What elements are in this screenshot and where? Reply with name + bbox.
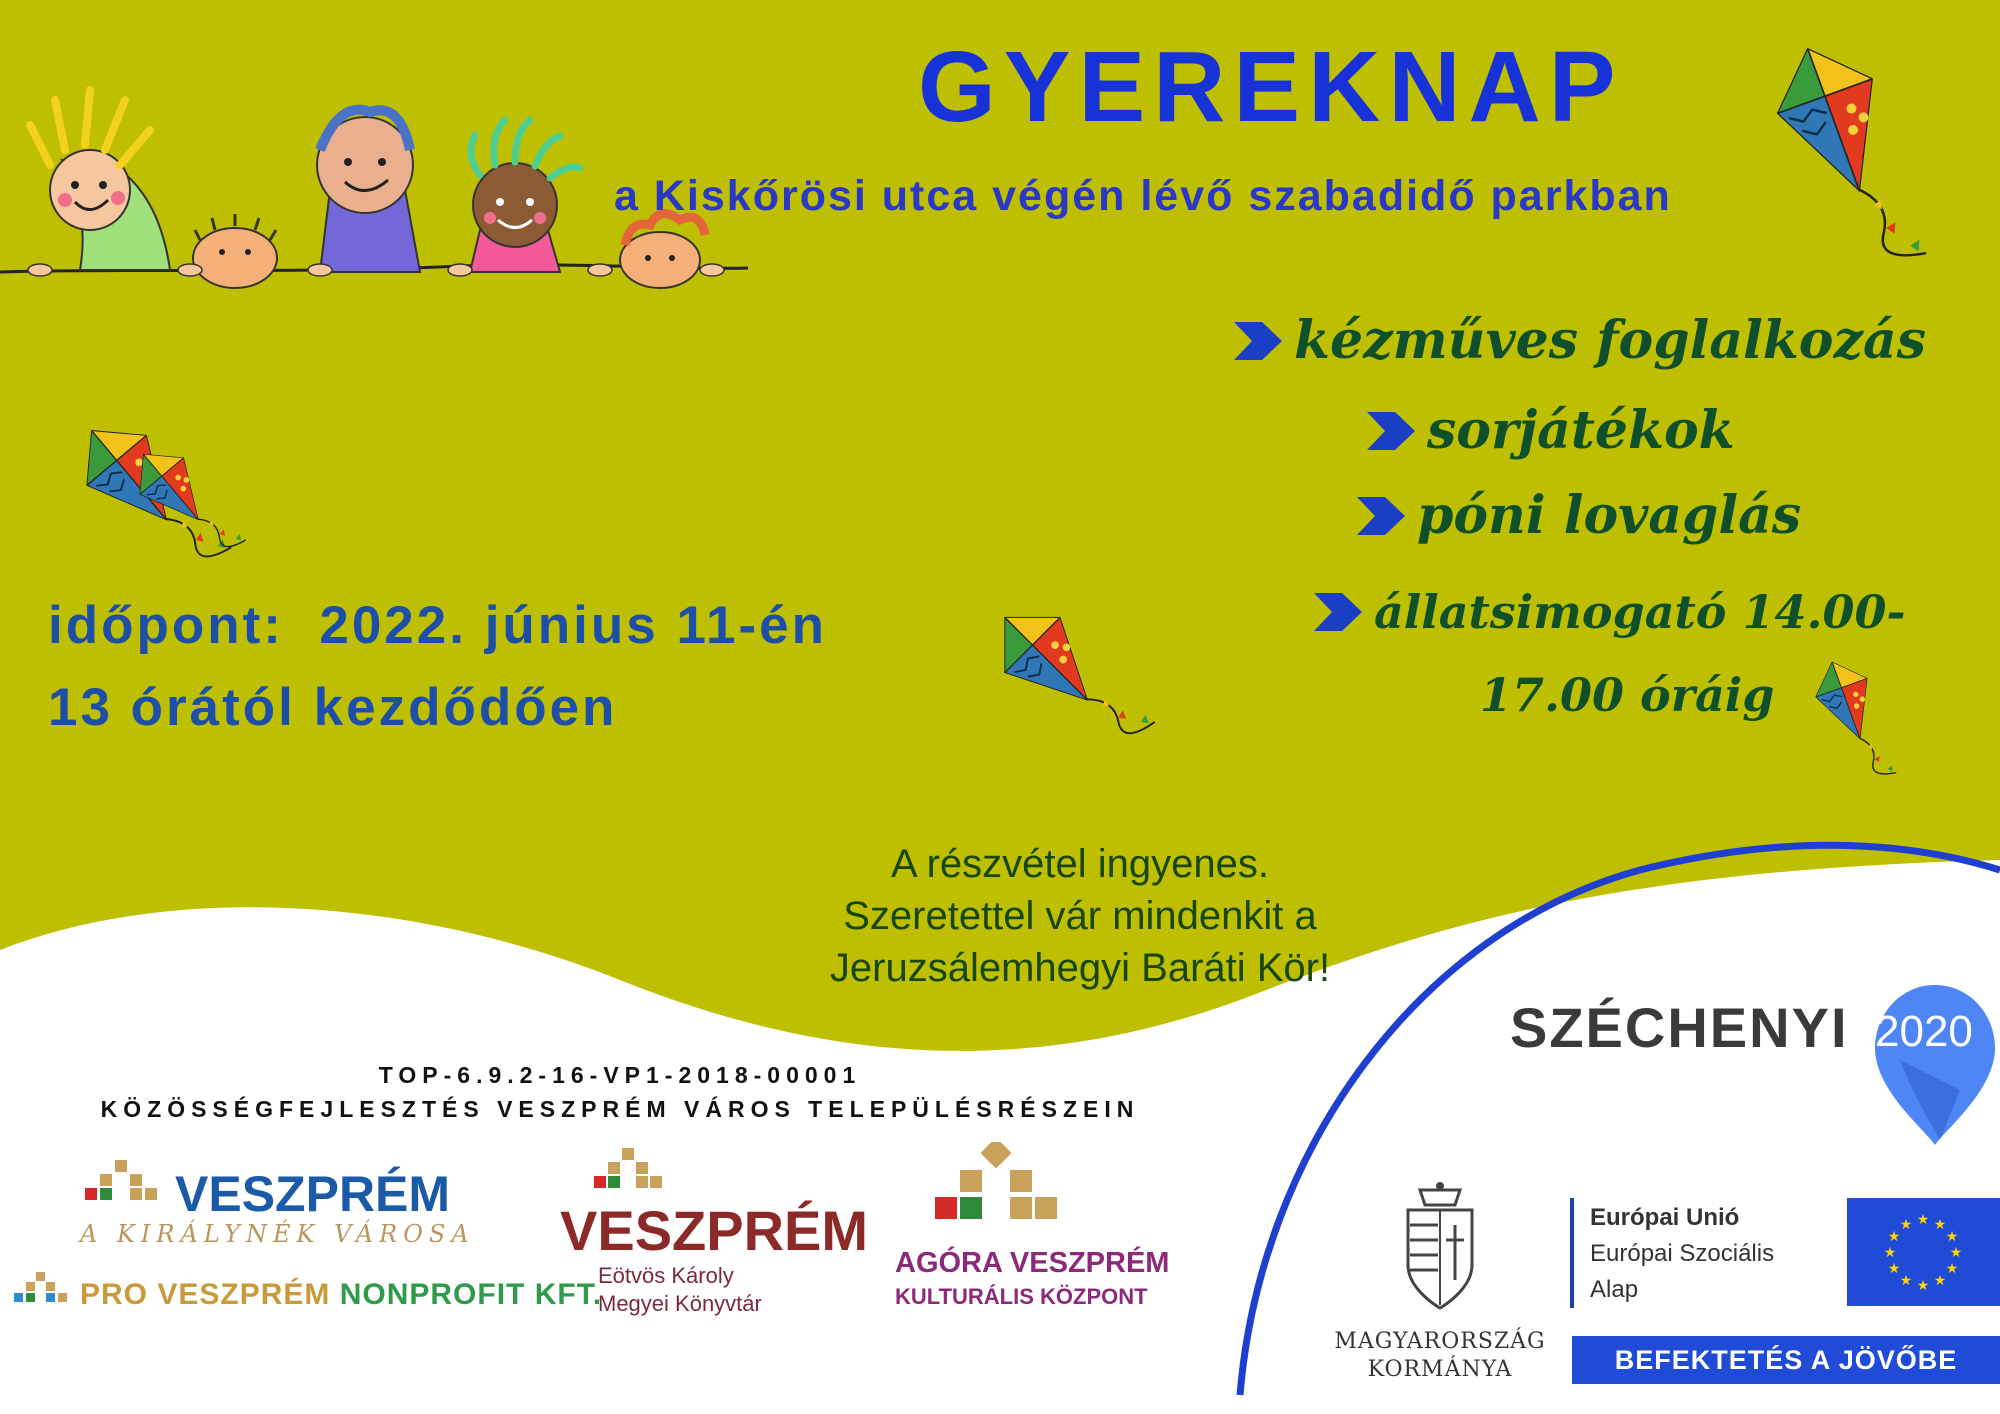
activity-time: 17.00 óráig [1480, 668, 1775, 722]
kite-icon [970, 590, 1220, 750]
project-info [60, 1058, 1180, 1126]
svg-text:★: ★ [1899, 1217, 1913, 1233]
activity-label: állatsimogató 14.00- [1374, 585, 1906, 639]
government-logo [1325, 1180, 1555, 1390]
eu-fund-label [1590, 1200, 1820, 1308]
eu-banner-text: BEFEKTETÉS A JÖVŐBE [1614, 1344, 1958, 1375]
crown-squares-icon [75, 1160, 175, 1210]
activity-item [1312, 585, 1906, 639]
crown-squares-icon [8, 1272, 78, 1312]
event-date: időpont: 2022. június 11-én [48, 596, 828, 655]
event-datetime [48, 585, 827, 749]
invitation-line: Jeruzsálemhegyi Baráti Kör! [829, 946, 1331, 990]
veszprem-city-name: VESZPRÉM [175, 1166, 451, 1222]
location-pin-icon [1870, 980, 2000, 1150]
library-city-name: VESZPRÉM [560, 1199, 869, 1262]
invitation-line: A részvétel ingyenes. [891, 842, 1269, 886]
svg-text:★: ★ [1899, 1273, 1913, 1289]
crown-squares-icon [590, 1148, 670, 1198]
agora-logo [895, 1142, 1235, 1322]
government-name-line: MAGYARORSZÁG [1334, 1329, 1546, 1354]
invitation-text [760, 838, 1400, 994]
nonprofit-label: NONPROFIT KFT. [339, 1278, 603, 1311]
svg-text:★: ★ [1916, 1278, 1930, 1294]
kite-icon [70, 405, 300, 575]
activity-label: sorjátékok [1427, 400, 1735, 461]
activity-item [1232, 310, 1926, 371]
svg-text:★: ★ [1945, 1261, 1959, 1277]
szechenyi-name: SZÉCHENYI [1510, 996, 1849, 1059]
chevron-right-icon [1312, 589, 1364, 635]
eu-name: Európai Unió [1590, 1204, 1740, 1231]
eu-fund-line: Alap [1590, 1276, 1639, 1303]
government-name-line: KORMÁNYA [1367, 1357, 1513, 1382]
svg-text:★: ★ [1887, 1261, 1901, 1277]
library-name-line: Eötvös Károly [598, 1263, 734, 1288]
divider [1570, 1198, 1574, 1308]
pro-veszprem-logo [8, 1272, 603, 1322]
kite-icon [1755, 45, 1945, 285]
library-logo [560, 1148, 880, 1318]
kite-icon [1800, 660, 1910, 790]
activity-label: póni lovaglás [1417, 485, 1802, 546]
activity-item [1365, 400, 1735, 461]
svg-text:★: ★ [1916, 1212, 1930, 1228]
pro-veszprem-label: PRO VESZPRÉM [80, 1278, 331, 1311]
veszprem-city-logo [75, 1160, 495, 1248]
subtitle-location: a Kiskőrösi utca végén lévő szabadidő parkban [614, 172, 1672, 220]
coat-of-arms-icon [1400, 1180, 1480, 1315]
chevron-right-icon [1365, 408, 1417, 454]
svg-text:★: ★ [1933, 1217, 1947, 1233]
kid-blonde-icon [30, 90, 170, 270]
svg-text:★: ★ [1887, 1229, 1901, 1245]
eu-banner [1572, 1336, 2000, 1384]
page-title: GYEREKNAP [918, 31, 1624, 143]
agora-name: AGÓRA VESZPRÉM [895, 1247, 1170, 1279]
szechenyi-2020-logo [1510, 985, 2000, 1155]
event-start-time: 13 órától kezdődően [48, 678, 618, 737]
svg-text:★: ★ [1883, 1245, 1897, 1261]
svg-text:★: ★ [1933, 1273, 1947, 1289]
eu-flag-icon [1847, 1198, 2000, 1306]
invitation-line: Szeretettel vár mindenkit a [843, 894, 1317, 938]
chevron-right-icon [1355, 493, 1407, 539]
project-code: TOP-6.9.2-16-VP1-2018-00001 [378, 1062, 862, 1088]
svg-text:★: ★ [1949, 1245, 1963, 1261]
chevron-right-icon [1232, 318, 1284, 364]
veszprem-city-tagline: A KIRÁLYNÉK VÁROSA [80, 1220, 475, 1248]
eu-fund-line: Európai Szociális [1590, 1240, 1775, 1267]
svg-text:★: ★ [1945, 1229, 1959, 1245]
agora-subtitle: KULTURÁLIS KÖZPONT [895, 1284, 1148, 1309]
project-name: KÖZÖSSÉGFEJLESZTÉS VESZPRÉM VÁROS TELEPÜLÉSRÉSZEIN [100, 1096, 1140, 1122]
activity-label: kézműves foglalkozás [1294, 310, 1926, 371]
activity-item [1355, 485, 1801, 546]
szechenyi-year: 2020 [1875, 1007, 1973, 1056]
library-name-line: Megyei Könyvtár [598, 1291, 762, 1316]
crown-squares-icon [920, 1142, 1080, 1227]
